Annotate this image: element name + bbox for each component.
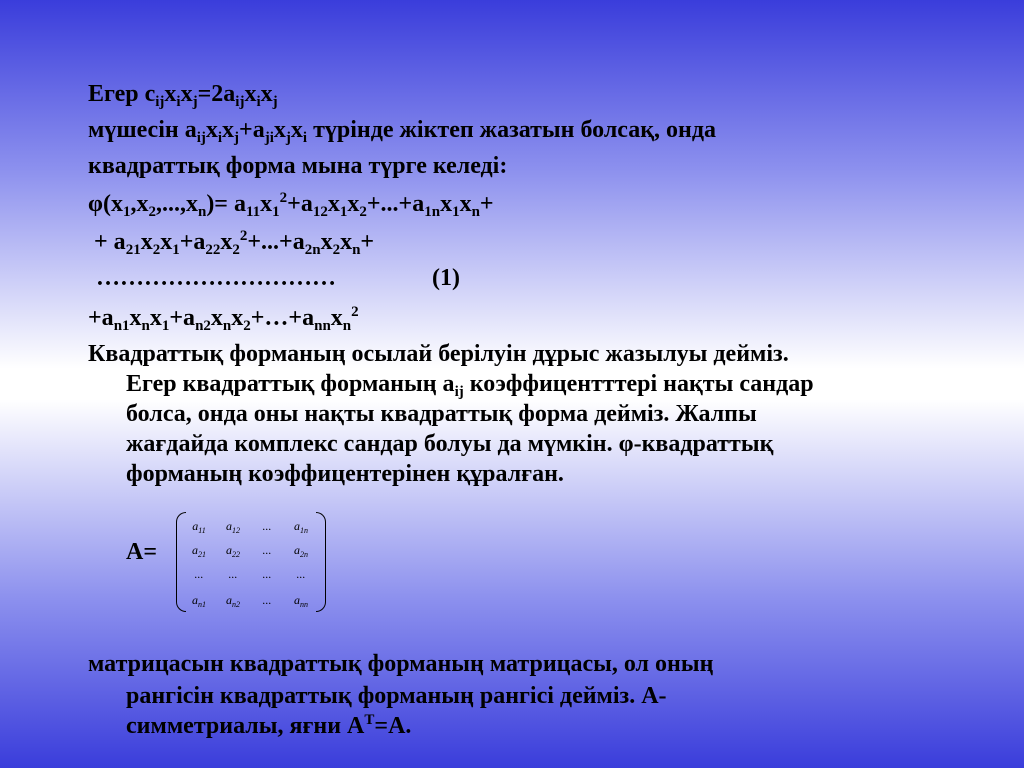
matrix-cell: ...	[296, 567, 306, 581]
matrix-cell: $a_{21}$	[192, 543, 206, 559]
paragraph-1-line-4: жағдайда комплекс сандар болуы да мүмкін. φ-квадраттық	[126, 431, 774, 457]
matrix-cell: ...	[194, 567, 204, 581]
paragraph-2-line-1: матрицасын квадраттық форманың матрицасы, ол оның	[88, 651, 714, 677]
paragraph-1-line-3: болса, онда оны нақты квадраттық форма дейміз. Жалпы	[126, 401, 757, 427]
formula-dots: …………………………	[96, 265, 336, 291]
paragraph-2-line-2: рангісін квадраттық форманың рангісі дейміз. А-	[126, 683, 667, 709]
matrix	[176, 512, 326, 616]
equation-condition: Егер $c_{ij}x_ix_j=2a_{ij}x_ix_j$	[88, 81, 278, 110]
matrix-cell: $a_{22}$	[226, 543, 240, 559]
matrix-cell: $a_{1n}$	[294, 519, 308, 535]
formula-line-last: $+a_{n1}x_nx_1+a_{n2}x_nx_2+\dots+a_{nn}x_n^2$	[88, 304, 359, 334]
paragraph-1-line-5: форманың коэффицентерінен құралған.	[126, 461, 564, 487]
matrix-cell: ...	[262, 567, 272, 581]
matrix-cell: $a_{n2}$	[226, 593, 240, 609]
paragraph-1-line-2: Егер квадраттық форманың $a_{ij}$ коэффицентттері нақты сандар	[126, 371, 814, 400]
matrix-label: A=	[126, 539, 158, 565]
paragraph-2-line-3: симметриалы, яғни $А^Т=А$.	[126, 712, 412, 739]
matrix-cell: $a_{nn}$	[294, 593, 308, 609]
text-line-3: квадраттық форма мына түрге келеді:	[88, 153, 508, 179]
text-line-2: мүшесін $a_{ij}x_ix_j+a_{ji}x_jx_i$ түрінде жіктеп жазатын болсақ, онда	[88, 117, 717, 146]
matrix-cell: ...	[262, 543, 272, 557]
matrix-cell: ...	[228, 567, 238, 581]
matrix-cell: $a_{n1}$	[192, 593, 206, 609]
matrix-cell: ...	[262, 519, 272, 533]
formula-line-1: $\varphi(x_1,x_2,...,x_n)= a_{11}x_1^2+a_{12}x_1x_2+...+a_{1n}x_1x_n+$	[88, 190, 494, 220]
paragraph-1-line-1: Квадраттық форманың осылай берілуін дұрыс жазылуы дейміз.	[88, 341, 789, 367]
matrix-cell: $a_{2n}$	[294, 543, 308, 559]
matrix-cell: $a_{11}$	[192, 519, 206, 535]
matrix-cell: ...	[262, 593, 272, 607]
equation-number: (1)	[432, 265, 460, 291]
matrix-cell: $a_{12}$	[226, 519, 240, 535]
formula-line-2: + $a_{21}x_2x_1+a_{22}x_2^2+...+a_{2n}x_2x_n+$	[88, 228, 375, 258]
